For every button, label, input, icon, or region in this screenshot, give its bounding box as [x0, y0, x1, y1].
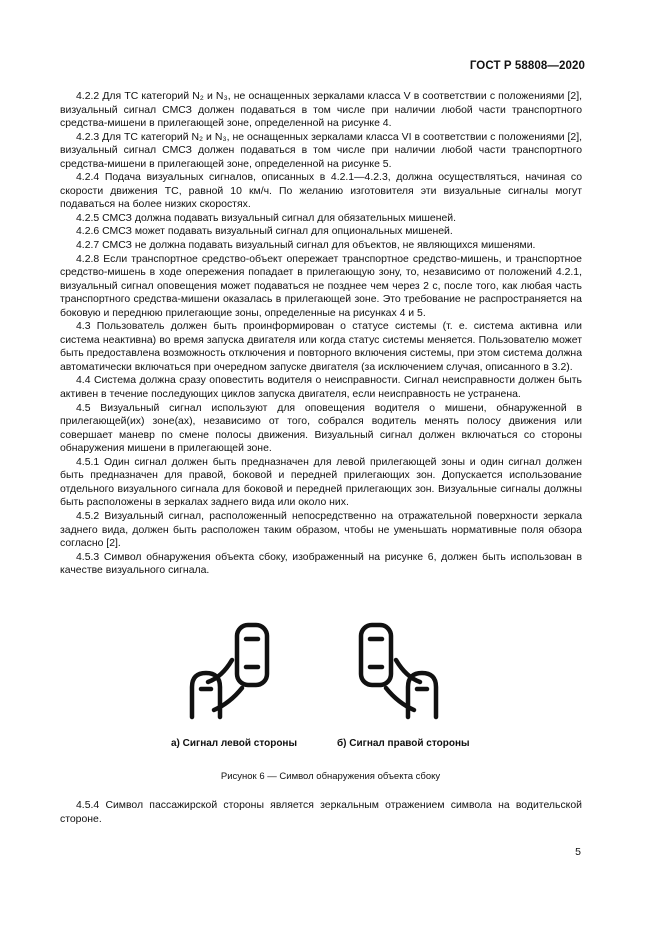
paragraph-4-2-3: 4.2.3 Для ТС категорий N₂ и N₃, не оснащенных зеркалами класса VI в соответствии с положениями [2], визуальный сигнал СМСЗ должен подаваться в том числе при наличии любой части транспортного средства-мишени в прилегающей зоне, определенной на рисунке 5. [60, 131, 582, 170]
paragraph-4-2-2: 4.2.2 Для ТС категорий N₂ и N₃, не оснащенных зеркалами класса V в соответствии с положениями [2], визуальный сигнал СМСЗ должен подаваться в том числе при наличии любой части транспортного средства-мишени в прилегающей зоне, определенной на рисунке 4. [60, 91, 582, 130]
paragraph-4-5-2: 4.5.2 Визуальный сигнал, расположенный непосредственно на отражательной поверхности зеркала заднего вида, должен быть расположен таким образом, чтобы не уменьшать нормативные поля обзора согласно [2]. [60, 510, 582, 550]
paragraph-4-5-1: 4.5.1 Один сигнал должен быть предназначен для левой прилегающей зоны и один сигнал должен быть предназначен для правой, боковой и передней прилегающих зон. Допускается использование отдельного визуального сигнала для боковой и передней прилегающих зон. Визуальные сигналы должны быть расположены в зеркалах заднего вида или около них. [60, 456, 582, 509]
paragraph-4-5: 4.5 Визуальный сигнал используют для оповещения водителя о мишени, обнаруженной в прилегающей(их) зоне(ах), независимо от того, собрался водитель менять полосу движения или совершает маневр по смене полосы движения. Визуальный сигнал должен включаться со стороны обнаружения мишени в прилегающей зоне. [60, 402, 582, 455]
paragraph-4-4: 4.4 Система должна сразу оповестить водителя о неисправности. Сигнал неисправности должен быть активен в течение последующих циклов запуска двигателя, если неисправность не устранена. [60, 375, 582, 401]
left-side-detection-icon [192, 625, 267, 717]
paragraph-4-2-5: 4.2.5 СМСЗ должна подавать визуальный сигнал для обязательных мишеней. [76, 212, 457, 224]
paragraph-4-2-7: 4.2.7 СМСЗ не должна подавать визуальный сигнал для объектов, не являющихся мишенями. [76, 240, 536, 252]
figure-caption-left: а) Сигнал левой стороны [171, 738, 298, 749]
paragraph-4-2-6: 4.2.6 СМСЗ может подавать визуальный сигнал для опциональных мишеней. [76, 226, 453, 238]
paragraph-4-3: 4.3 Пользователь должен быть проинформирован о статусе системы (т. е. система активна или система неактивна) во время запуска двигателя или когда статус системы меняется. Пользователю может быть предоставлена возможность отключения и повторного включения системы, при этом система должна автоматически включаться при очередном запуске двигателя (за исключением случая, описанного в 3.2). [60, 321, 582, 373]
body-text-after-figure [60, 799, 582, 826]
body-text [60, 90, 582, 578]
figure-title: Рисунок 6 — Символ обнаружения объекта сбоку [220, 771, 441, 782]
document-code: ГОСТ Р 58808—2020 [469, 60, 585, 72]
paragraph-4-2-8: 4.2.8 Если транспортное средство-объект опережает транспортное средство-мишень, и транспортное средство-мишень в ходе опережения попадает в прилегающую зону, то, независимо от положений 4.2.1, визуальный сигнал оповещения может подаваться не позднее чем через 2 с, после того, как любая часть транспортного средства-мишени оказалась в прилегающей зоне. Это требование не распространяется на боковую и переднюю прилегающие зоны, определенные на рисунках 4 и 5. [60, 253, 582, 319]
page-number: 5 [575, 846, 581, 858]
paragraph-4-5-3: 4.5.3 Символ обнаружения объекта сбоку, изображенный на рисунке 6, должен быть использован в качестве визуального сигнала. [60, 551, 582, 577]
figure-caption-right: б) Сигнал правой стороны [337, 738, 470, 749]
figure-6 [0, 615, 661, 735]
right-side-detection-icon [361, 625, 436, 717]
paragraph-4-5-4: 4.5.4 Символ пассажирской стороны является зеркальным отражением символа на водительской стороне. [60, 800, 582, 825]
paragraph-4-2-4: 4.2.4 Подача визуальных сигналов, описанных в 4.2.1—4.2.3, должна осуществляться, начиная со скорости движения ТС, равной 10 км/ч. По желанию изготовителя эти визуальные сигналы могут подаваться на более низких скоростях. [60, 172, 582, 211]
